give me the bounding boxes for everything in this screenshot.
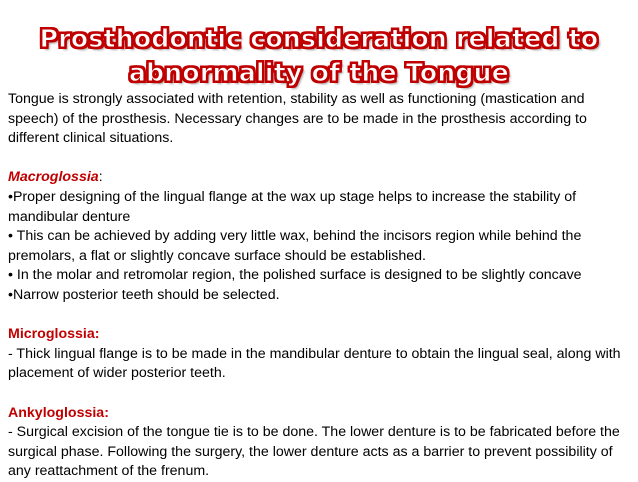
ankyloglossia-text: - Surgical excision of the tongue tie is to be done. The lower denture is to be fabricated before the surgical phase. Following the surgery, the lower denture acts as a barrier to prevent possibility of any reattachment of the frenum. [8, 424, 620, 480]
macroglossia-point-1: •Proper designing of the lingual flange at the wax up stage helps to increase the stability of mandibular denture [8, 188, 577, 225]
spacer [8, 306, 632, 326]
slide-title-line-1: Prosthodontic consideration related to [39, 24, 599, 53]
macroglossia-point-3: • In the molar and retromolar region, the polished surface is designed to be slightly concave [8, 267, 582, 284]
slide-title-line-2: abnormality of the Tongue [128, 58, 510, 87]
microglossia-heading: Microglossia: [8, 326, 100, 343]
spacer [8, 384, 632, 404]
macroglossia-heading-colon: : [98, 169, 103, 186]
microglossia-text: - Thick lingual flange is to be made in the mandibular denture to obtain the lingual seal, along with placement of wider posterior teeth. [8, 345, 621, 382]
spacer [8, 149, 632, 169]
ankyloglossia-heading: Ankyloglossia: [8, 404, 109, 421]
slide-body [8, 90, 632, 482]
macroglossia-point-2: • This can be achieved by adding very little wax, behind the incisors region while behind the premolars, a flat or slightly concave surface should be established. [8, 228, 582, 264]
slide-title [0, 22, 638, 90]
macroglossia-heading [8, 168, 632, 188]
macroglossia-point-4: •Narrow posterior teeth should be selected. [8, 286, 280, 303]
macroglossia-heading-text: Macroglossia [8, 169, 99, 186]
intro-paragraph: Tongue is strongly associated with retention, stability as well as functioning (mastication and speech) of the prosthesis. Necessary changes are to be made in the prosthesis according to different clinical situations. [8, 91, 587, 147]
